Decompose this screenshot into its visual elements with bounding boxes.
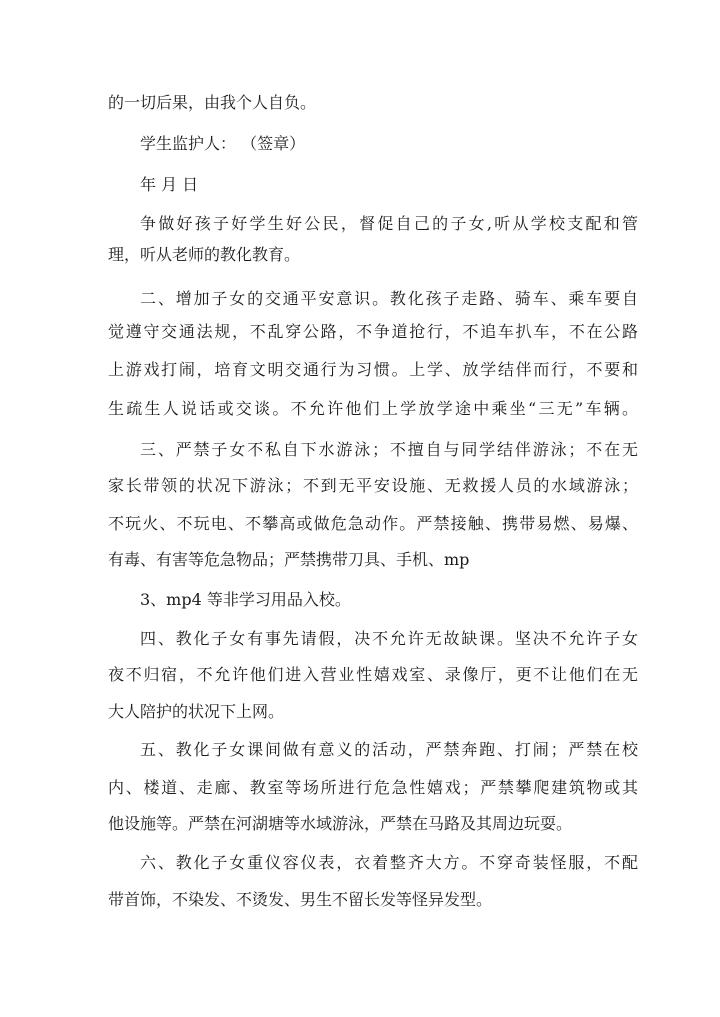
text-line: 不玩火、不玩电、不攀高或做危急动作。严禁接触、携带易燃、易爆、 <box>108 514 638 533</box>
section-heading-line: 三、严禁子女不私自下水游泳；不擅自与同学结伴游泳；不在无 <box>140 440 638 459</box>
text-line: 的一切后果，由我个人自负。 <box>108 93 317 112</box>
text-line: 有毒、有害等危急物品；严禁携带刀具、手机、mp <box>108 550 470 569</box>
text-line: 夜不归宿，不允许他们进入营业性嬉戏室、录像厅，更不让他们在无 <box>108 665 638 684</box>
text-line: 生疏生人说话或交谈。不允许他们上学放学途中乘坐“三无”车辆。 <box>108 399 638 418</box>
section-heading-line: 六、教化子女重仪容仪表，衣着整齐大方。不穿奇装怪服，不配 <box>140 853 638 872</box>
guardian-signature-line: 学生监护人： （签章） <box>140 134 306 153</box>
text-line: 觉遵守交通法规，不乱穿公路，不争道抢行，不追车扒车，不在公路 <box>108 322 638 341</box>
text-line: 内、楼道、走廊、教室等场所进行危急性嬉戏；严禁攀爬建筑物或其 <box>108 778 638 797</box>
section-heading-line: 二、增加子女的交通平安意识。教化孩子走路、骑车、乘车要自 <box>140 289 638 308</box>
text-line: 3、mp4 等非学习用品入校。 <box>140 590 351 609</box>
text-line: 理，听从老师的教化教育。 <box>108 245 301 264</box>
section-heading-line: 四、教化子女有事先请假，决不允许无故缺课。坚决不允许子女 <box>140 629 638 648</box>
text-line: 争做好孩子好学生好公民，督促自己的子女,听从学校支配和管 <box>140 214 638 233</box>
text-line: 带首饰，不染发、不烫发、男生不留长发等怪异发型。 <box>108 890 493 909</box>
date-line: 年 月 日 <box>140 175 199 194</box>
text-line: 他设施等。严禁在河湖塘等水域游泳，严禁在马路及其周边玩耍。 <box>108 814 573 833</box>
text-line: 家长带领的状况下游泳；不到无平安设施、无救援人员的水域游泳； <box>108 476 638 495</box>
text-line: 大人陪护的状况下上网。 <box>108 702 285 721</box>
text-line: 上游戏打闹，培育文明交通行为习惯。上学、放学结伴而行，不要和 <box>108 360 638 379</box>
section-heading-line: 五、教化子女课间做有意义的活动，严禁奔跑、打闹；严禁在校 <box>140 740 638 759</box>
